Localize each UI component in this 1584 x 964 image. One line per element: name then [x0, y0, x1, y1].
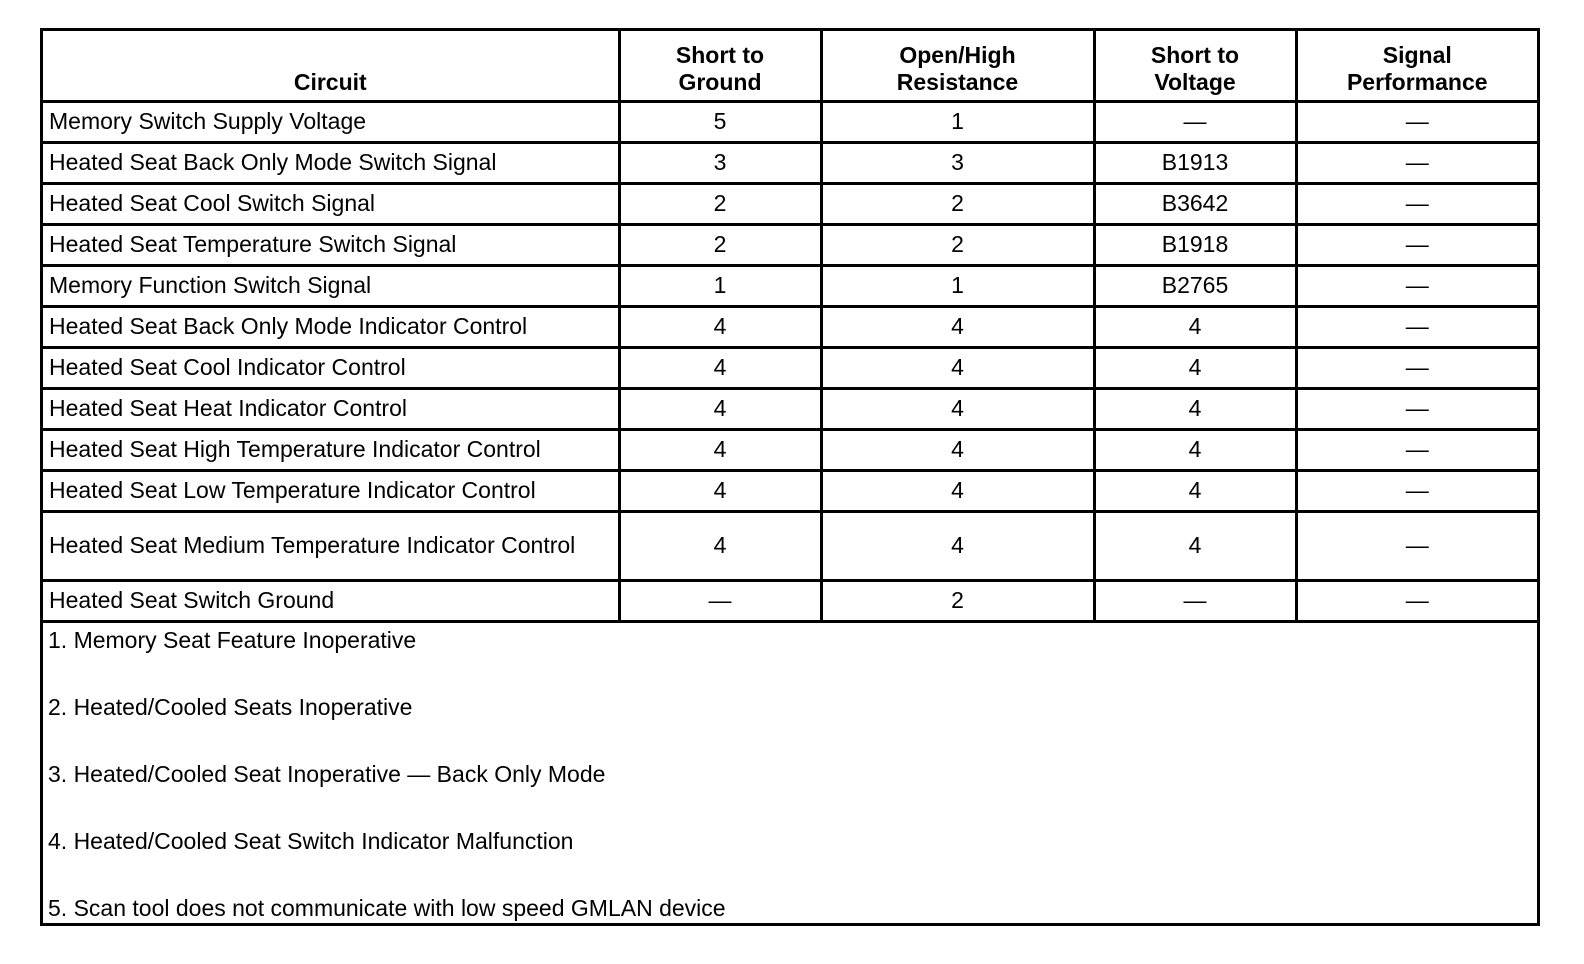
- short-to-ground-cell: 2: [619, 224, 821, 265]
- circuit-cell: Heated Seat Switch Ground: [43, 580, 619, 621]
- table-row: [43, 429, 1537, 470]
- circuit-cell: Heated Seat Low Temperature Indicator Control: [43, 470, 619, 511]
- short-to-voltage-cell: 4: [1094, 388, 1296, 429]
- short-to-ground-cell: 4: [619, 429, 821, 470]
- open-high-resistance-cell: 4: [821, 306, 1094, 347]
- circuit-cell: Memory Switch Supply Voltage: [43, 101, 619, 142]
- circuit-fault-table: [43, 31, 1537, 623]
- header-signal-line2: Performance: [1346, 68, 1488, 95]
- header-signal-line1: Signal: [1382, 41, 1452, 68]
- open-high-resistance-cell: 4: [821, 429, 1094, 470]
- note-item: 3. Heated/Cooled Seat Inoperative — Back Only Mode: [48, 760, 606, 787]
- header-short-to-voltage-line2: Voltage: [1154, 68, 1236, 95]
- short-to-ground-cell: 4: [619, 470, 821, 511]
- note-item: 2. Heated/Cooled Seats Inoperative: [48, 693, 413, 720]
- circuit-cell: Heated Seat Back Only Mode Switch Signal: [43, 142, 619, 183]
- short-to-ground-cell: 2: [619, 183, 821, 224]
- table-row: [43, 580, 1537, 621]
- header-circuit-label: Circuit: [293, 68, 367, 95]
- open-high-resistance-cell: 4: [821, 388, 1094, 429]
- diagnostic-table-sheet: [40, 28, 1540, 926]
- signal-performance-cell: —: [1296, 306, 1537, 347]
- table-row: [43, 347, 1537, 388]
- header-short-to-ground: [619, 31, 821, 101]
- table-row: [43, 142, 1537, 183]
- open-high-resistance-cell: 2: [821, 580, 1094, 621]
- open-high-resistance-cell: 4: [821, 470, 1094, 511]
- open-high-resistance-cell: 4: [821, 347, 1094, 388]
- header-circuit: [43, 31, 619, 101]
- signal-performance-cell: —: [1296, 347, 1537, 388]
- short-to-ground-cell: 3: [619, 142, 821, 183]
- short-to-ground-cell: 4: [619, 347, 821, 388]
- circuit-cell: Heated Seat High Temperature Indicator Control: [43, 429, 619, 470]
- header-short-to-voltage-line1: Short to: [1150, 41, 1240, 68]
- header-open-line2: Resistance: [896, 68, 1019, 95]
- signal-performance-cell: —: [1296, 388, 1537, 429]
- table-row: [43, 306, 1537, 347]
- header-open-high-resistance: [821, 31, 1094, 101]
- table-header-row: [43, 31, 1537, 101]
- note-item: 5. Scan tool does not communicate with low speed GMLAN device: [48, 894, 726, 921]
- short-to-voltage-cell: 4: [1094, 347, 1296, 388]
- signal-performance-cell: —: [1296, 511, 1537, 580]
- signal-performance-cell: —: [1296, 101, 1537, 142]
- short-to-ground-cell: —: [619, 580, 821, 621]
- short-to-ground-cell: 5: [619, 101, 821, 142]
- short-to-voltage-cell: B1913: [1094, 142, 1296, 183]
- signal-performance-cell: —: [1296, 470, 1537, 511]
- table-row: [43, 101, 1537, 142]
- table-row: [43, 183, 1537, 224]
- short-to-ground-cell: 4: [619, 388, 821, 429]
- signal-performance-cell: —: [1296, 183, 1537, 224]
- circuit-cell: Heated Seat Heat Indicator Control: [43, 388, 619, 429]
- open-high-resistance-cell: 4: [821, 511, 1094, 580]
- short-to-ground-cell: 1: [619, 265, 821, 306]
- short-to-voltage-cell: 4: [1094, 306, 1296, 347]
- short-to-voltage-cell: 4: [1094, 470, 1296, 511]
- circuit-cell: Heated Seat Cool Switch Signal: [43, 183, 619, 224]
- short-to-voltage-cell: —: [1094, 101, 1296, 142]
- signal-performance-cell: —: [1296, 265, 1537, 306]
- table-row: [43, 388, 1537, 429]
- open-high-resistance-cell: 2: [821, 183, 1094, 224]
- open-high-resistance-cell: 1: [821, 265, 1094, 306]
- table-row: [43, 511, 1537, 580]
- circuit-cell: Heated Seat Temperature Switch Signal: [43, 224, 619, 265]
- open-high-resistance-cell: 1: [821, 101, 1094, 142]
- header-short-to-voltage: [1094, 31, 1296, 101]
- short-to-voltage-cell: —: [1094, 580, 1296, 621]
- short-to-voltage-cell: 4: [1094, 511, 1296, 580]
- signal-performance-cell: —: [1296, 142, 1537, 183]
- short-to-voltage-cell: B2765: [1094, 265, 1296, 306]
- open-high-resistance-cell: 2: [821, 224, 1094, 265]
- signal-performance-cell: —: [1296, 224, 1537, 265]
- circuit-cell: Heated Seat Cool Indicator Control: [43, 347, 619, 388]
- short-to-voltage-cell: B1918: [1094, 224, 1296, 265]
- symptom-notes: [43, 623, 1537, 962]
- short-to-voltage-cell: 4: [1094, 429, 1296, 470]
- circuit-cell: Heated Seat Medium Temperature Indicator Control: [43, 511, 619, 580]
- header-open-line1: Open/High: [899, 41, 1016, 68]
- short-to-voltage-cell: B3642: [1094, 183, 1296, 224]
- signal-performance-cell: —: [1296, 580, 1537, 621]
- header-short-to-ground-line2: Ground: [678, 68, 762, 95]
- open-high-resistance-cell: 3: [821, 142, 1094, 183]
- short-to-ground-cell: 4: [619, 306, 821, 347]
- signal-performance-cell: —: [1296, 429, 1537, 470]
- note-item: 1. Memory Seat Feature Inoperative: [48, 626, 417, 653]
- table-row: [43, 470, 1537, 511]
- short-to-ground-cell: 4: [619, 511, 821, 580]
- note-item: 4. Heated/Cooled Seat Switch Indicator Malfunction: [48, 827, 574, 854]
- table-row: [43, 224, 1537, 265]
- header-short-to-ground-line1: Short to: [675, 41, 765, 68]
- circuit-cell: Memory Function Switch Signal: [43, 265, 619, 306]
- table-row: [43, 265, 1537, 306]
- header-signal-performance: [1296, 31, 1537, 101]
- circuit-cell: Heated Seat Back Only Mode Indicator Control: [43, 306, 619, 347]
